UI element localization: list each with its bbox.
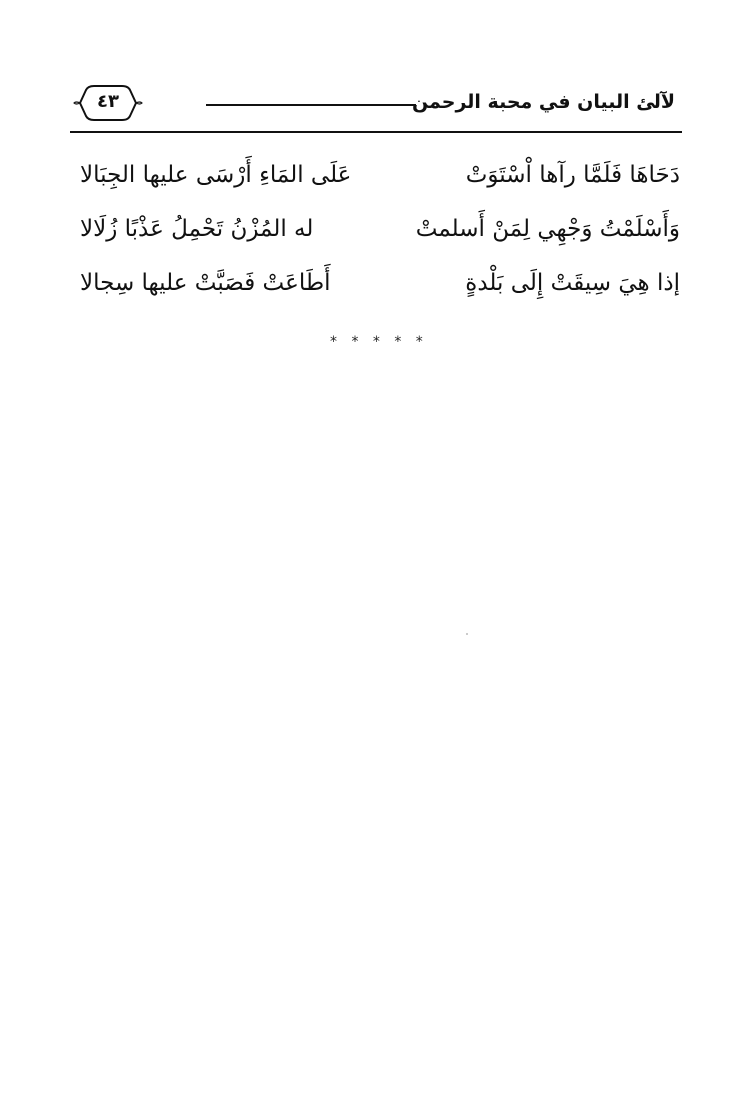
verse-first-hemistich: إذا هِيَ سِيقَتْ إِلَى بَلْدةٍ [465,270,680,296]
poem [70,150,682,312]
section-separator: * * * * * [330,334,428,350]
page-number-badge [72,83,144,123]
verse-second-hemistich: له المُزْنُ تَحْمِلُ عَذْبًا زُلَالا [80,216,314,242]
running-header-title: لآلئ البيان في محبة الرحمن [411,91,675,113]
verse-second-hemistich: أَطَاعَتْ فَصَبَّتْ عليها سِجالا [80,270,331,296]
page-number: ٤٣ [97,91,119,112]
verse-line [70,258,682,312]
verse-line [70,150,682,204]
verse-first-hemistich: دَحَاهَا فَلَمَّا رآها اْسْتَوَتْ [465,162,680,188]
scan-speck [466,633,468,635]
verse-first-hemistich: وَأَسْلَمْتُ وَجْهِي لِمَنْ أَسلمتْ [415,216,680,242]
verse-line [70,204,682,258]
verse-second-hemistich: عَلَى المَاءِ أَرْسَى عليها الجِبَالا [80,162,352,188]
header-divider [70,131,682,133]
header-rule [206,104,416,106]
